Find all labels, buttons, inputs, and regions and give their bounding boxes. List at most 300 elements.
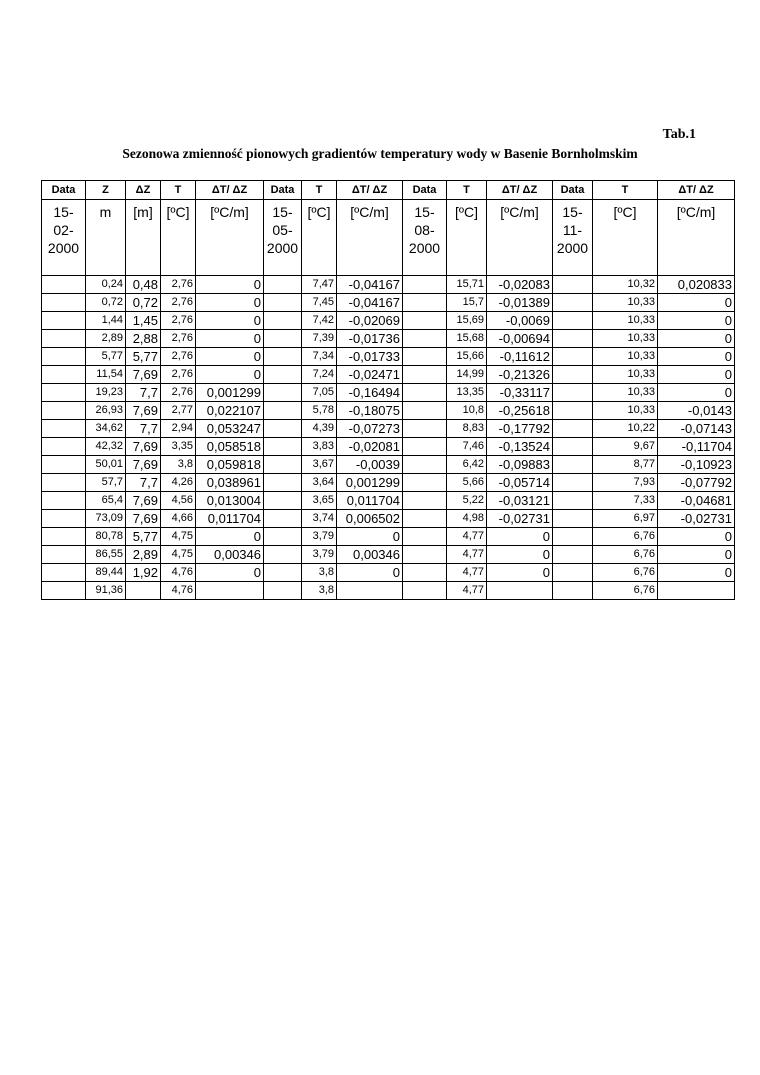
cell-t4: 6,97 bbox=[593, 510, 658, 528]
cell-g1: 0 bbox=[196, 348, 264, 366]
cell-g3: -0,33117 bbox=[487, 384, 553, 402]
unit-cell: [ºC/m] bbox=[337, 200, 403, 276]
cell-dz: 7,7 bbox=[126, 474, 161, 492]
empty-cell bbox=[42, 402, 86, 420]
cell-t3: 15,71 bbox=[447, 276, 487, 294]
cell-g1: 0,038961 bbox=[196, 474, 264, 492]
empty-cell bbox=[264, 564, 302, 582]
cell-t4: 10,33 bbox=[593, 330, 658, 348]
header-cell: ΔT/ ΔZ bbox=[196, 181, 264, 200]
cell-t4: 6,76 bbox=[593, 582, 658, 600]
empty-cell bbox=[264, 492, 302, 510]
cell-t2: 7,45 bbox=[302, 294, 337, 312]
empty-cell bbox=[553, 456, 593, 474]
cell-dz: 7,7 bbox=[126, 384, 161, 402]
cell-t1: 2,76 bbox=[161, 276, 196, 294]
cell-t4: 7,33 bbox=[593, 492, 658, 510]
empty-cell bbox=[42, 366, 86, 384]
header-cell: T bbox=[593, 181, 658, 200]
empty-cell bbox=[264, 528, 302, 546]
empty-cell bbox=[403, 528, 447, 546]
cell-t4: 6,76 bbox=[593, 528, 658, 546]
cell-t2: 7,24 bbox=[302, 366, 337, 384]
cell-z: 0,24 bbox=[86, 276, 126, 294]
empty-cell bbox=[264, 384, 302, 402]
cell-z: 80,78 bbox=[86, 528, 126, 546]
cell-g2: 0,006502 bbox=[337, 510, 403, 528]
empty-cell bbox=[264, 510, 302, 528]
cell-t4: 8,77 bbox=[593, 456, 658, 474]
cell-t3: 7,46 bbox=[447, 438, 487, 456]
cell-t4: 6,76 bbox=[593, 564, 658, 582]
cell-z: 50,01 bbox=[86, 456, 126, 474]
cell-t4: 10,33 bbox=[593, 366, 658, 384]
cell-dz: 5,77 bbox=[126, 528, 161, 546]
empty-cell bbox=[42, 330, 86, 348]
cell-z: 42,32 bbox=[86, 438, 126, 456]
empty-cell bbox=[553, 492, 593, 510]
unit-cell: [ºC/m] bbox=[487, 200, 553, 276]
empty-cell bbox=[403, 402, 447, 420]
table-number: Tab.1 bbox=[662, 127, 696, 142]
cell-g1 bbox=[196, 582, 264, 600]
empty-cell bbox=[553, 474, 593, 492]
empty-cell bbox=[42, 528, 86, 546]
cell-g3: 0 bbox=[487, 528, 553, 546]
cell-dz bbox=[126, 582, 161, 600]
empty-cell bbox=[264, 456, 302, 474]
cell-g2: -0,16494 bbox=[337, 384, 403, 402]
empty-cell bbox=[264, 294, 302, 312]
empty-cell bbox=[42, 294, 86, 312]
table-row bbox=[42, 330, 735, 348]
cell-g3: 0 bbox=[487, 546, 553, 564]
cell-dz: 2,88 bbox=[126, 330, 161, 348]
cell-t1: 2,76 bbox=[161, 384, 196, 402]
table-row bbox=[42, 492, 735, 510]
data-table bbox=[41, 180, 735, 600]
cell-z: 26,93 bbox=[86, 402, 126, 420]
cell-g3: -0,00694 bbox=[487, 330, 553, 348]
cell-dz: 7,69 bbox=[126, 438, 161, 456]
cell-g2: 0 bbox=[337, 564, 403, 582]
empty-cell bbox=[553, 330, 593, 348]
cell-t1: 4,76 bbox=[161, 582, 196, 600]
cell-t3: 13,35 bbox=[447, 384, 487, 402]
empty-cell bbox=[42, 546, 86, 564]
cell-g2: -0,04167 bbox=[337, 294, 403, 312]
empty-cell bbox=[403, 492, 447, 510]
unit-cell: [ºC] bbox=[447, 200, 487, 276]
empty-cell bbox=[42, 420, 86, 438]
table-row bbox=[42, 294, 735, 312]
cell-z: 73,09 bbox=[86, 510, 126, 528]
empty-cell bbox=[403, 366, 447, 384]
unit-cell: [ºC/m] bbox=[658, 200, 735, 276]
table-row bbox=[42, 546, 735, 564]
cell-t1: 2,76 bbox=[161, 330, 196, 348]
cell-t3: 5,22 bbox=[447, 492, 487, 510]
empty-cell bbox=[403, 276, 447, 294]
empty-cell bbox=[264, 348, 302, 366]
cell-z: 5,77 bbox=[86, 348, 126, 366]
cell-t2: 7,39 bbox=[302, 330, 337, 348]
cell-t2: 3,64 bbox=[302, 474, 337, 492]
table-row bbox=[42, 402, 735, 420]
cell-g3: -0,25618 bbox=[487, 402, 553, 420]
cell-t3: 6,42 bbox=[447, 456, 487, 474]
cell-g4: 0 bbox=[658, 546, 735, 564]
header-cell: ΔT/ ΔZ bbox=[487, 181, 553, 200]
cell-t2: 3,74 bbox=[302, 510, 337, 528]
cell-t3: 4,77 bbox=[447, 546, 487, 564]
unit-cell: m bbox=[86, 200, 126, 276]
cell-t1: 2,77 bbox=[161, 402, 196, 420]
cell-g4: -0,0143 bbox=[658, 402, 735, 420]
empty-cell bbox=[42, 474, 86, 492]
cell-g1: 0 bbox=[196, 276, 264, 294]
cell-z: 86,55 bbox=[86, 546, 126, 564]
table-row bbox=[42, 564, 735, 582]
empty-cell bbox=[553, 402, 593, 420]
cell-g2: 0,011704 bbox=[337, 492, 403, 510]
cell-g1: 0,011704 bbox=[196, 510, 264, 528]
empty-cell bbox=[264, 474, 302, 492]
cell-t2: 5,78 bbox=[302, 402, 337, 420]
cell-g3: -0,03121 bbox=[487, 492, 553, 510]
cell-t4: 10,33 bbox=[593, 348, 658, 366]
empty-cell bbox=[264, 546, 302, 564]
cell-g4: -0,07792 bbox=[658, 474, 735, 492]
empty-cell bbox=[264, 438, 302, 456]
empty-cell bbox=[42, 438, 86, 456]
cell-t1: 2,94 bbox=[161, 420, 196, 438]
empty-cell bbox=[42, 582, 86, 600]
cell-t4: 9,67 bbox=[593, 438, 658, 456]
cell-g3: -0,17792 bbox=[487, 420, 553, 438]
cell-g2: -0,18075 bbox=[337, 402, 403, 420]
cell-t4: 10,33 bbox=[593, 402, 658, 420]
cell-t2: 3,67 bbox=[302, 456, 337, 474]
empty-cell bbox=[403, 330, 447, 348]
cell-g4 bbox=[658, 582, 735, 600]
cell-t1: 2,76 bbox=[161, 348, 196, 366]
cell-t1: 3,8 bbox=[161, 456, 196, 474]
empty-cell bbox=[553, 546, 593, 564]
cell-g4: -0,11704 bbox=[658, 438, 735, 456]
table-row bbox=[42, 312, 735, 330]
cell-g3: 0 bbox=[487, 564, 553, 582]
empty-cell bbox=[553, 276, 593, 294]
empty-cell bbox=[42, 384, 86, 402]
cell-t2: 3,8 bbox=[302, 564, 337, 582]
empty-cell bbox=[42, 312, 86, 330]
cell-g2: -0,01733 bbox=[337, 348, 403, 366]
header-cell: Z bbox=[86, 181, 126, 200]
cell-g1: 0 bbox=[196, 330, 264, 348]
cell-g3: -0,0069 bbox=[487, 312, 553, 330]
page-title: Sezonowa zmienność pionowych gradientów temperatury wody w Basenie Bornholmskim bbox=[122, 146, 638, 161]
date-cell: 15- 11- 2000 bbox=[553, 200, 593, 276]
cell-t2: 3,65 bbox=[302, 492, 337, 510]
header-row bbox=[42, 181, 735, 200]
table-row bbox=[42, 528, 735, 546]
empty-cell bbox=[553, 510, 593, 528]
cell-t4: 10,33 bbox=[593, 384, 658, 402]
cell-t4: 10,32 bbox=[593, 276, 658, 294]
unit-cell: [ºC/m] bbox=[196, 200, 264, 276]
cell-dz: 7,7 bbox=[126, 420, 161, 438]
empty-cell bbox=[42, 456, 86, 474]
empty-cell bbox=[264, 420, 302, 438]
empty-cell bbox=[42, 564, 86, 582]
empty-cell bbox=[553, 348, 593, 366]
cell-g3 bbox=[487, 582, 553, 600]
cell-t3: 15,7 bbox=[447, 294, 487, 312]
cell-t1: 4,26 bbox=[161, 474, 196, 492]
cell-g4: 0 bbox=[658, 312, 735, 330]
cell-t3: 14,99 bbox=[447, 366, 487, 384]
empty-cell bbox=[403, 546, 447, 564]
empty-cell bbox=[403, 582, 447, 600]
header-cell: ΔT/ ΔZ bbox=[337, 181, 403, 200]
cell-dz: 7,69 bbox=[126, 492, 161, 510]
empty-cell bbox=[553, 312, 593, 330]
cell-z: 65,4 bbox=[86, 492, 126, 510]
cell-t2: 7,05 bbox=[302, 384, 337, 402]
cell-t2: 3,79 bbox=[302, 528, 337, 546]
cell-z: 91,36 bbox=[86, 582, 126, 600]
empty-cell bbox=[403, 294, 447, 312]
header-cell: ΔT/ ΔZ bbox=[658, 181, 735, 200]
cell-dz: 5,77 bbox=[126, 348, 161, 366]
cell-g4: -0,02731 bbox=[658, 510, 735, 528]
unit-cell: [ºC] bbox=[161, 200, 196, 276]
cell-g4: 0 bbox=[658, 384, 735, 402]
cell-g2 bbox=[337, 582, 403, 600]
cell-t1: 4,75 bbox=[161, 546, 196, 564]
empty-cell bbox=[42, 510, 86, 528]
empty-cell bbox=[403, 438, 447, 456]
table-row bbox=[42, 384, 735, 402]
cell-g1: 0,022107 bbox=[196, 402, 264, 420]
cell-g1: 0 bbox=[196, 366, 264, 384]
cell-g1: 0 bbox=[196, 564, 264, 582]
empty-cell bbox=[403, 420, 447, 438]
cell-t1: 4,75 bbox=[161, 528, 196, 546]
empty-cell bbox=[264, 330, 302, 348]
table-row bbox=[42, 438, 735, 456]
cell-g2: -0,02069 bbox=[337, 312, 403, 330]
empty-cell bbox=[553, 420, 593, 438]
empty-cell bbox=[42, 492, 86, 510]
empty-cell bbox=[553, 366, 593, 384]
cell-g4: -0,07143 bbox=[658, 420, 735, 438]
cell-g1: 0,059818 bbox=[196, 456, 264, 474]
cell-t2: 3,8 bbox=[302, 582, 337, 600]
header-cell: T bbox=[447, 181, 487, 200]
date-cell: 15- 08- 2000 bbox=[403, 200, 447, 276]
cell-t3: 4,77 bbox=[447, 528, 487, 546]
empty-cell bbox=[553, 582, 593, 600]
cell-g1: 0,053247 bbox=[196, 420, 264, 438]
cell-g3: -0,02731 bbox=[487, 510, 553, 528]
cell-t3: 4,77 bbox=[447, 582, 487, 600]
cell-t2: 7,34 bbox=[302, 348, 337, 366]
cell-dz: 7,69 bbox=[126, 366, 161, 384]
cell-t1: 3,35 bbox=[161, 438, 196, 456]
cell-t2: 7,42 bbox=[302, 312, 337, 330]
table-row bbox=[42, 456, 735, 474]
header-cell: T bbox=[161, 181, 196, 200]
cell-g2: 0,001299 bbox=[337, 474, 403, 492]
cell-g4: 0 bbox=[658, 330, 735, 348]
empty-cell bbox=[42, 348, 86, 366]
header-cell: Data bbox=[264, 181, 302, 200]
empty-cell bbox=[264, 276, 302, 294]
empty-cell bbox=[403, 474, 447, 492]
header-cell: Data bbox=[553, 181, 593, 200]
table-row bbox=[42, 366, 735, 384]
table-row bbox=[42, 276, 735, 294]
cell-t3: 4,98 bbox=[447, 510, 487, 528]
cell-g3: -0,02083 bbox=[487, 276, 553, 294]
cell-g4: -0,10923 bbox=[658, 456, 735, 474]
empty-cell bbox=[553, 564, 593, 582]
cell-dz: 1,92 bbox=[126, 564, 161, 582]
cell-t2: 3,83 bbox=[302, 438, 337, 456]
empty-cell bbox=[403, 348, 447, 366]
unit-cell: [m] bbox=[126, 200, 161, 276]
table-row bbox=[42, 474, 735, 492]
empty-cell bbox=[264, 402, 302, 420]
table-row bbox=[42, 582, 735, 600]
cell-g2: -0,04167 bbox=[337, 276, 403, 294]
cell-g1: 0,013004 bbox=[196, 492, 264, 510]
cell-g3: -0,09883 bbox=[487, 456, 553, 474]
table-row bbox=[42, 348, 735, 366]
cell-t1: 2,76 bbox=[161, 294, 196, 312]
unit-cell: [ºC] bbox=[302, 200, 337, 276]
cell-t2: 7,47 bbox=[302, 276, 337, 294]
cell-dz: 1,45 bbox=[126, 312, 161, 330]
cell-g2: -0,07273 bbox=[337, 420, 403, 438]
header-cell: T bbox=[302, 181, 337, 200]
cell-t4: 10,22 bbox=[593, 420, 658, 438]
empty-cell bbox=[264, 312, 302, 330]
cell-dz: 2,89 bbox=[126, 546, 161, 564]
cell-dz: 7,69 bbox=[126, 456, 161, 474]
cell-z: 0,72 bbox=[86, 294, 126, 312]
cell-z: 11,54 bbox=[86, 366, 126, 384]
empty-cell bbox=[264, 366, 302, 384]
cell-g3: -0,13524 bbox=[487, 438, 553, 456]
cell-g4: 0 bbox=[658, 528, 735, 546]
cell-g4: 0,020833 bbox=[658, 276, 735, 294]
cell-z: 1,44 bbox=[86, 312, 126, 330]
cell-g1: 0 bbox=[196, 294, 264, 312]
empty-cell bbox=[403, 564, 447, 582]
cell-g2: 0 bbox=[337, 528, 403, 546]
cell-t1: 4,56 bbox=[161, 492, 196, 510]
cell-g1: 0 bbox=[196, 528, 264, 546]
cell-g1: 0,001299 bbox=[196, 384, 264, 402]
cell-g2: -0,02471 bbox=[337, 366, 403, 384]
table-row bbox=[42, 420, 735, 438]
cell-t3: 15,66 bbox=[447, 348, 487, 366]
cell-g4: 0 bbox=[658, 294, 735, 312]
cell-g2: -0,01736 bbox=[337, 330, 403, 348]
cell-t4: 6,76 bbox=[593, 546, 658, 564]
cell-dz: 0,72 bbox=[126, 294, 161, 312]
cell-t4: 7,93 bbox=[593, 474, 658, 492]
cell-dz: 0,48 bbox=[126, 276, 161, 294]
cell-t3: 5,66 bbox=[447, 474, 487, 492]
cell-g4: 0 bbox=[658, 366, 735, 384]
cell-dz: 7,69 bbox=[126, 510, 161, 528]
date-cell: 15- 02- 2000 bbox=[42, 200, 86, 276]
cell-z: 57,7 bbox=[86, 474, 126, 492]
cell-g3: -0,11612 bbox=[487, 348, 553, 366]
cell-t2: 4,39 bbox=[302, 420, 337, 438]
cell-g1: 0,00346 bbox=[196, 546, 264, 564]
cell-t3: 8,83 bbox=[447, 420, 487, 438]
empty-cell bbox=[42, 276, 86, 294]
empty-cell bbox=[264, 582, 302, 600]
cell-z: 34,62 bbox=[86, 420, 126, 438]
cell-z: 2,89 bbox=[86, 330, 126, 348]
cell-g1: 0,058518 bbox=[196, 438, 264, 456]
empty-cell bbox=[403, 312, 447, 330]
cell-t1: 4,76 bbox=[161, 564, 196, 582]
cell-t3: 15,69 bbox=[447, 312, 487, 330]
empty-cell bbox=[553, 384, 593, 402]
empty-cell bbox=[553, 294, 593, 312]
cell-t1: 2,76 bbox=[161, 366, 196, 384]
cell-t1: 4,66 bbox=[161, 510, 196, 528]
cell-g2: -0,0039 bbox=[337, 456, 403, 474]
cell-g4: -0,04681 bbox=[658, 492, 735, 510]
cell-t4: 10,33 bbox=[593, 312, 658, 330]
cell-g3: -0,05714 bbox=[487, 474, 553, 492]
cell-z: 89,44 bbox=[86, 564, 126, 582]
header-cell: Data bbox=[42, 181, 86, 200]
cell-t3: 4,77 bbox=[447, 564, 487, 582]
empty-cell bbox=[553, 438, 593, 456]
empty-cell bbox=[403, 510, 447, 528]
cell-t3: 15,68 bbox=[447, 330, 487, 348]
cell-g2: -0,02081 bbox=[337, 438, 403, 456]
cell-t1: 2,76 bbox=[161, 312, 196, 330]
table-row bbox=[42, 510, 735, 528]
empty-cell bbox=[553, 528, 593, 546]
units-row bbox=[42, 200, 735, 276]
cell-g3: -0,01389 bbox=[487, 294, 553, 312]
cell-g3: -0,21326 bbox=[487, 366, 553, 384]
cell-g4: 0 bbox=[658, 348, 735, 366]
header-cell: ΔZ bbox=[126, 181, 161, 200]
unit-cell: [ºC] bbox=[593, 200, 658, 276]
cell-t3: 10,8 bbox=[447, 402, 487, 420]
cell-t2: 3,79 bbox=[302, 546, 337, 564]
date-cell: 15- 05- 2000 bbox=[264, 200, 302, 276]
cell-dz: 7,69 bbox=[126, 402, 161, 420]
cell-t4: 10,33 bbox=[593, 294, 658, 312]
cell-z: 19,23 bbox=[86, 384, 126, 402]
cell-g1: 0 bbox=[196, 312, 264, 330]
empty-cell bbox=[403, 456, 447, 474]
cell-g4: 0 bbox=[658, 564, 735, 582]
